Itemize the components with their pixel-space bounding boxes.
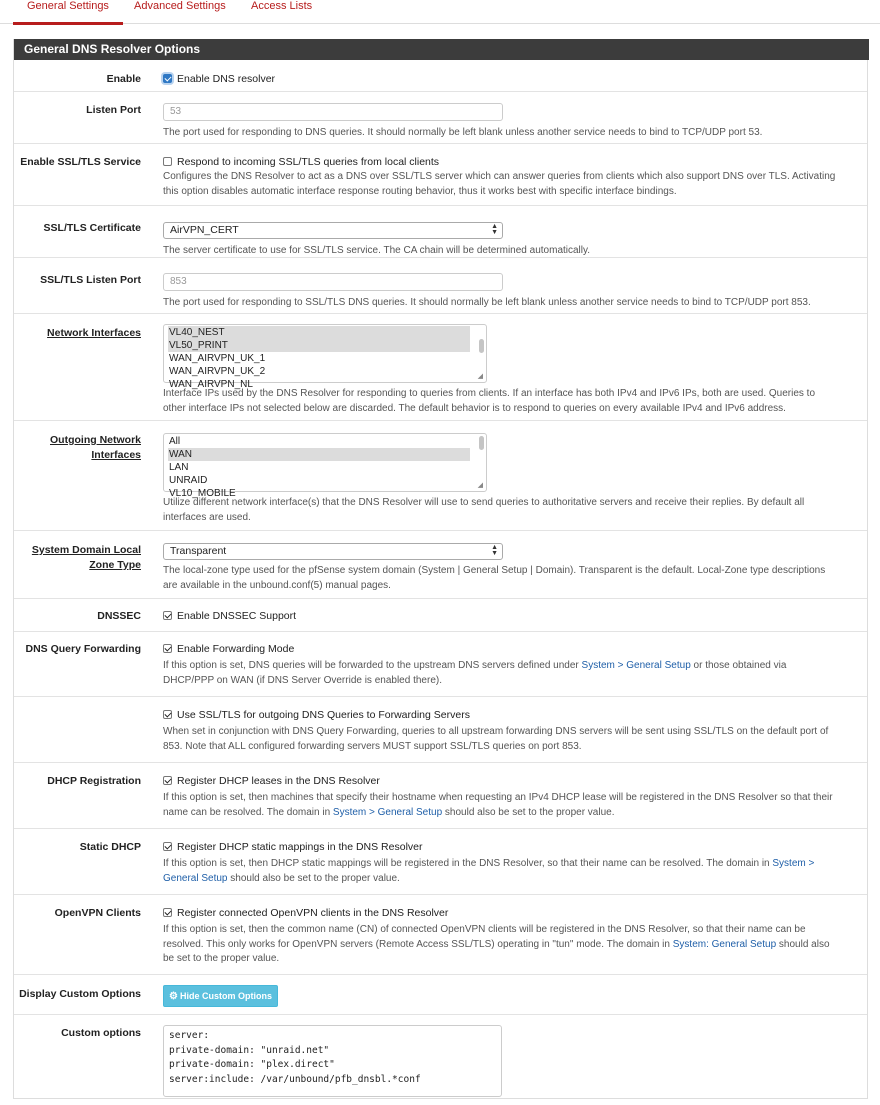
row-ssl-certificate [14,206,867,258]
ssl-service-option-label: Respond to incoming SSL/TLS queries from local clients [177,156,440,168]
zone-type-label-line-1: System Domain Local [31,544,141,556]
resize-grip-icon[interactable]: ◢ [477,482,483,489]
gear-icon: ⚙ [169,991,178,1002]
zone-type-help-1: The local-zone type used for the pfSense system domain (System | General Setup | Domain). Transparent is the default. Local-Zone type descriptions [163,565,826,576]
listen-port-input[interactable]: 53 [163,103,503,121]
ssl-certificate-label: SSL/TLS Certificate [43,222,141,234]
network-interfaces-listbox[interactable] [163,324,487,390]
ssl-listen-port-control [163,273,863,311]
system-general-setup-link[interactable]: General Setup [163,872,228,884]
dnssec-label: DNSSEC [97,610,141,622]
tab-access-lists[interactable]: Access Lists [251,0,313,12]
row-openvpn-clients [14,895,867,975]
system-general-setup-link[interactable]: System > [772,858,815,869]
dns-forwarding-help-2: DHCP/PPP on WAN (if DNS Server Override is enabled there). [163,674,442,686]
dnssec-checkbox[interactable] [163,611,172,620]
ssl-service-help-1: Configures the DNS Resolver to act as a DNS over SSL/TLS server which can answer queries from clients which also support DNS over TLS. Activating [163,171,836,182]
outgoing-interfaces-listbox[interactable] [163,433,487,499]
zone-type-control [163,543,863,593]
row-ssl-service [14,144,867,206]
ssl-service-label: Enable SSL/TLS Service [20,156,141,168]
static-dhcp-label: Static DHCP [79,841,141,853]
row-enable [14,60,867,92]
dns-forwarding-label: DNS Query Forwarding [25,643,141,655]
row-listen-port [14,92,867,144]
ssl-certificate-help: The server certificate to use for SSL/TLS service. The CA chain will be determined automatically. [163,245,591,256]
dhcp-registration-control [163,774,863,820]
custom-options-label: Custom options [61,1027,141,1039]
listen-port-help: The port used for responding to DNS queries. It should normally be left blank unless another service needs to bind to TCP/UDP port 53. [163,127,763,138]
static-dhcp-option-label: Register DHCP static mappings in the DNS Resolver [177,841,423,853]
openvpn-clients-checkbox[interactable] [163,908,172,917]
ssl-service-control [163,155,863,199]
select-arrows-icon: ▲ ▼ [491,223,498,236]
static-dhcp-help-2: General Setup should also be set to the proper value. [163,872,400,884]
network-interface-option[interactable]: WAN_AIRVPN_NL [169,379,253,390]
forward-ssl-checkbox[interactable] [163,710,172,719]
forward-ssl-help-2: 853. Note that ALL configured forwarding servers MUST support SSL/TLS queries on port 853. [163,740,582,752]
row-dhcp-registration [14,763,867,829]
ssl-service-help-2: this option disables automatic interface response routing behavior, thus it works best with specific interface bindings. [163,185,677,197]
row-dnssec [14,599,867,632]
zone-type-value: Transparent [170,545,227,557]
dns-resolver-panel [13,39,868,1099]
dns-forwarding-help-1: If this option is set, DNS queries will be forwarded to the upstream DNS servers defined under System > General Setup or those obtained via [163,660,787,671]
display-custom-options-control [163,985,863,1007]
row-dns-forwarding [14,632,867,697]
outgoing-interface-option[interactable]: All [169,436,181,447]
zone-type-select[interactable] [163,543,503,560]
openvpn-clients-option-label: Register connected OpenVPN clients in the DNS Resolver [177,907,449,919]
row-custom-options [14,1015,867,1105]
display-custom-options-label: Display Custom Options [19,988,141,1000]
tab-bar [0,0,880,24]
static-dhcp-checkbox[interactable] [163,842,172,851]
system-general-setup-link[interactable]: System > General Setup [332,806,443,818]
network-interface-option[interactable]: WAN_AIRVPN_UK_1 [169,353,266,364]
dhcp-registration-option-label: Register DHCP leases in the DNS Resolver [177,775,380,787]
network-interface-option[interactable]: VL40_NEST [168,326,470,339]
zone-type-help-2: are available in the unbound.conf(5) manual pages. [163,579,391,591]
forward-ssl-option-label: Use SSL/TLS for outgoing DNS Queries to Forwarding Servers [177,709,470,721]
network-interfaces-control [163,324,863,416]
enable-option-label: Enable DNS resolver [177,73,276,85]
dns-forwarding-option-label: Enable Forwarding Mode [177,643,295,655]
ssl-listen-port-help: The port used for responding to SSL/TLS DNS queries. It should normally be left blank unless another service needs to bind to TCP/UDP port 853. [163,297,811,308]
row-display-custom-options [14,975,867,1015]
network-interface-option[interactable]: VL50_PRINT [168,339,470,352]
ssl-certificate-control [163,222,863,259]
row-static-dhcp [14,829,867,895]
tab-advanced-settings[interactable]: Advanced Settings [134,0,226,12]
dhcp-registration-help-1: If this option is set, then machines that specify their hostname when requesting an IPv4 DHCP lease will be registered in the DNS Resolver so that their [163,792,833,803]
outgoing-interface-option[interactable]: LAN [169,462,189,473]
enable-control [163,72,863,86]
dns-forwarding-control [163,642,863,688]
forward-ssl-help-1: When set in conjunction with DNS Query Forwarding, queries to all upstream forwarding DNS servers will be sent using SSL/TLS on the default port of [163,726,829,737]
outgoing-interface-option[interactable]: UNRAID [169,475,208,486]
dnssec-control [163,609,863,623]
network-interface-option[interactable]: WAN_AIRVPN_UK_2 [169,366,266,377]
outgoing-interfaces-control [163,433,863,525]
outgoing-interfaces-label-line-1: Outgoing Network [50,434,141,446]
dhcp-registration-checkbox[interactable] [163,776,172,785]
outgoing-interface-option[interactable]: VL10_MOBILE [169,488,236,499]
network-interfaces-help-1: Interface IPs used by the DNS Resolver for responding to queries from clients. If an interface has both IPv4 and IPv6 IPs, both are used. Queries to [163,388,816,399]
dhcp-registration-label: DHCP Registration [47,775,141,787]
zone-type-label-line-2: Zone Type [89,559,141,571]
network-interfaces-help-2: other interface IPs not selected below are discarded. The default behavior is to respond to queries on every available IPv4 and IPv6 address. [163,402,786,414]
forward-ssl-control [163,708,863,754]
dns-forwarding-checkbox[interactable] [163,644,172,653]
dhcp-registration-help-2: name can be resolved. The domain in System > General Setup should also be set to the proper value. [163,806,615,818]
openvpn-clients-help-2: resolved. This only works for OpenVPN servers (Remote Access SSL/TLS) operating in "tun" mode. The domain in System: General Setup should also [163,938,830,950]
row-network-interfaces [14,314,867,421]
listen-port-control [163,103,863,141]
enable-label: Enable [106,73,141,85]
panel-title: General DNS Resolver Options [14,39,869,60]
ssl-listen-port-label: SSL/TLS Listen Port [40,274,141,286]
row-zone-type [14,531,867,599]
tab-general-settings[interactable]: General Settings [27,0,109,24]
system-general-setup-link[interactable]: System: General Setup [672,938,777,950]
hide-custom-options-button[interactable]: ⚙ Hide Custom Options [163,985,278,1007]
system-general-setup-link[interactable]: System > General Setup [581,660,691,671]
custom-options-control [163,1025,863,1097]
custom-options-textarea[interactable]: server: private-domain: "unraid.net" private-domain: "plex.direct" server:include: /var/unbound/pfb_dnsbl.*conf [163,1025,502,1097]
static-dhcp-help-1: If this option is set, then DHCP static mappings will be registered in the DNS Resolver, so that their name can be resolved. The domain in System > [163,858,815,869]
outgoing-interfaces-label [15,433,141,463]
network-interfaces-label: Network Interfaces [47,327,141,339]
ssl-listen-port-input[interactable]: 853 [163,273,503,291]
ssl-certificate-value: AirVPN_CERT [170,224,239,236]
zone-type-label [15,543,141,573]
listen-port-label: Listen Port [86,104,141,116]
row-outgoing-interfaces [14,421,867,531]
dnssec-option-label: Enable DNSSEC Support [177,610,297,622]
enable-checkbox[interactable] [163,74,172,83]
resize-grip-icon[interactable]: ◢ [477,373,483,380]
row-ssl-listen-port [14,258,867,314]
openvpn-clients-label: OpenVPN Clients [54,907,141,919]
outgoing-interface-option[interactable]: WAN [168,448,470,461]
static-dhcp-control [163,840,863,886]
openvpn-clients-help-1: If this option is set, then the common name (CN) of connected OpenVPN clients will be registered in the DNS Resolver, so that their name can be [163,924,806,935]
listbox-scrollbar[interactable] [479,436,484,450]
outgoing-interfaces-help-1: Utilize different network interface(s) that the DNS Resolver will use to send queries to authoritative servers and receive their replies. By default all [163,497,805,508]
select-arrows-icon: ▲ ▼ [491,544,498,557]
ssl-certificate-select[interactable] [163,222,503,239]
outgoing-interfaces-label-line-2: Interfaces [91,449,141,461]
outgoing-interfaces-help-2: interfaces are used. [163,511,251,523]
openvpn-clients-help-3: be set to the proper value. [163,953,280,964]
ssl-service-checkbox[interactable] [163,157,172,166]
listbox-scrollbar[interactable] [479,339,484,353]
row-forward-ssl [14,697,867,763]
openvpn-clients-control [163,906,863,967]
